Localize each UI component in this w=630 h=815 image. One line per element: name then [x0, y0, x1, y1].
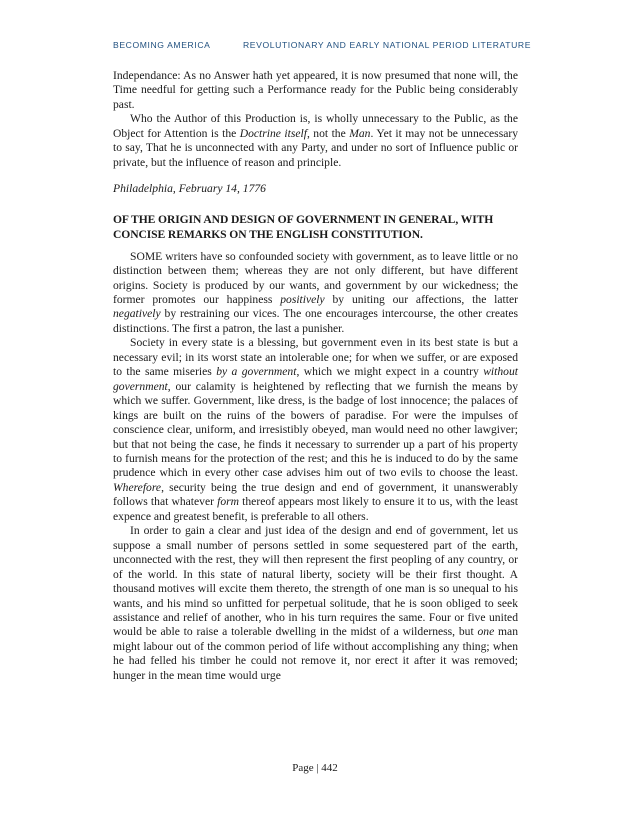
body-text	[113, 69, 518, 683]
text-run: , security being the true design and end of government, it unanswerably follows that whatever	[113, 480, 518, 509]
emphasis: one	[477, 625, 495, 639]
text-run: , our calamity is heightened by reflecting that we furnish the means by which we suffer. Government, like dress, is the badge of lost innocence; the palaces of kings are built on the ruins of the bowers of paradise. For were the impulses of conscience clear, uniform, and irresistibly obeyed, man would need no other lawgiver; but that not being the case, he finds it necessary to surrender up a part of his property to furnish means for the protection of the rest; and this he is induced to do by the same prudence which in every other case advises him out of two evils to choose the least.	[113, 379, 518, 480]
emphasis: positively	[280, 292, 325, 306]
emphasis: negatively	[113, 307, 161, 321]
text-run: man might labour out of the common period of life without accomplishing any thing; when he had felled his timber he could not remove it, nor erect it after it was removed; hunger in the mean time would urge	[113, 625, 518, 682]
text-run: thereof appears most likely to ensure it to us, with the least expence and greatest benefit, is preferable to all others.	[113, 495, 518, 523]
emphasis: Wherefore	[113, 480, 162, 494]
text-run: In order to gain a clear and just idea of the design and end of government, let us suppose a small number of persons settled in some sequestered part of the earth, unconnected with the rest, they will then represent the first peopling of any country, or of the world. In this state of natural liberty, society will be their first thought. A thousand motives will excite them thereto, the strength of one man is so unequal to his wants, and his mind so unfitted for perpetual solitude, that he is soon obliged to seek assistance and relief of another, who in his turn requires the same. Four or five united would be able to raise a tolerable dwelling in the midst of a wilderness, but	[113, 524, 518, 639]
text-run: by restraining our vices. The one encourages intercourse, the other creates distinctions. The first a patron, the last a punisher.	[113, 307, 518, 335]
dateline: Philadelphia, February 14, 1776	[113, 182, 266, 196]
paragraph-5	[113, 524, 518, 683]
emphasis: Man	[349, 126, 371, 140]
paragraph-3	[113, 250, 518, 337]
emphasis: without government	[113, 365, 518, 393]
paragraph-1: Independance: As no Answer hath yet appeared, it is now presumed that none will, the Time needful for getting such a Performance ready for the Public being considerably past.	[113, 69, 518, 111]
emphasis: form	[217, 495, 240, 509]
page-footer	[0, 762, 630, 774]
page-number: Page | 442	[292, 762, 338, 774]
section-heading: OF THE ORIGIN AND DESIGN OF GOVERNMENT IN GENERAL, WITH CONCISE REMARKS ON THE ENGLISH CONSTITUTION.	[113, 212, 494, 241]
text-run: , which we might expect in a country	[296, 365, 484, 379]
text-run: , not the	[306, 126, 350, 140]
text-run: by uniting our affections, the latter	[324, 292, 518, 306]
text-run: Society in every state is a blessing, but government even in its best state is but a necessary evil; in its worst state an intolerable one; for when we suffer, or are exposed to the same miseries	[113, 336, 518, 379]
paragraph-4	[113, 336, 518, 524]
running-header-right: REVOLUTIONARY AND EARLY NATIONAL PERIOD LITERATURE	[243, 40, 532, 50]
emphasis: Doctrine itself	[239, 126, 307, 140]
emphasis: by a government	[216, 365, 297, 379]
running-header-left: BECOMING AMERICA	[113, 40, 211, 50]
text-run: SOME writers have so confounded society with government, as to leave little or no distinction between them; whereas they are not only different, but have different origins. Society is produced by our wants, and government by our wickedness; the former promotes our happiness	[113, 249, 518, 306]
running-header	[113, 40, 532, 50]
text-run: . Yet it may not be unnecessary to say, That he is unconnected with any Party, and under no sort of Influence public or private, but the influence of reason and principle.	[113, 126, 519, 169]
text-run: Who the Author of this Production is, is wholly unnecessary to the Public, as the Object for Attention is the	[113, 112, 518, 140]
paragraph-2	[113, 112, 518, 170]
